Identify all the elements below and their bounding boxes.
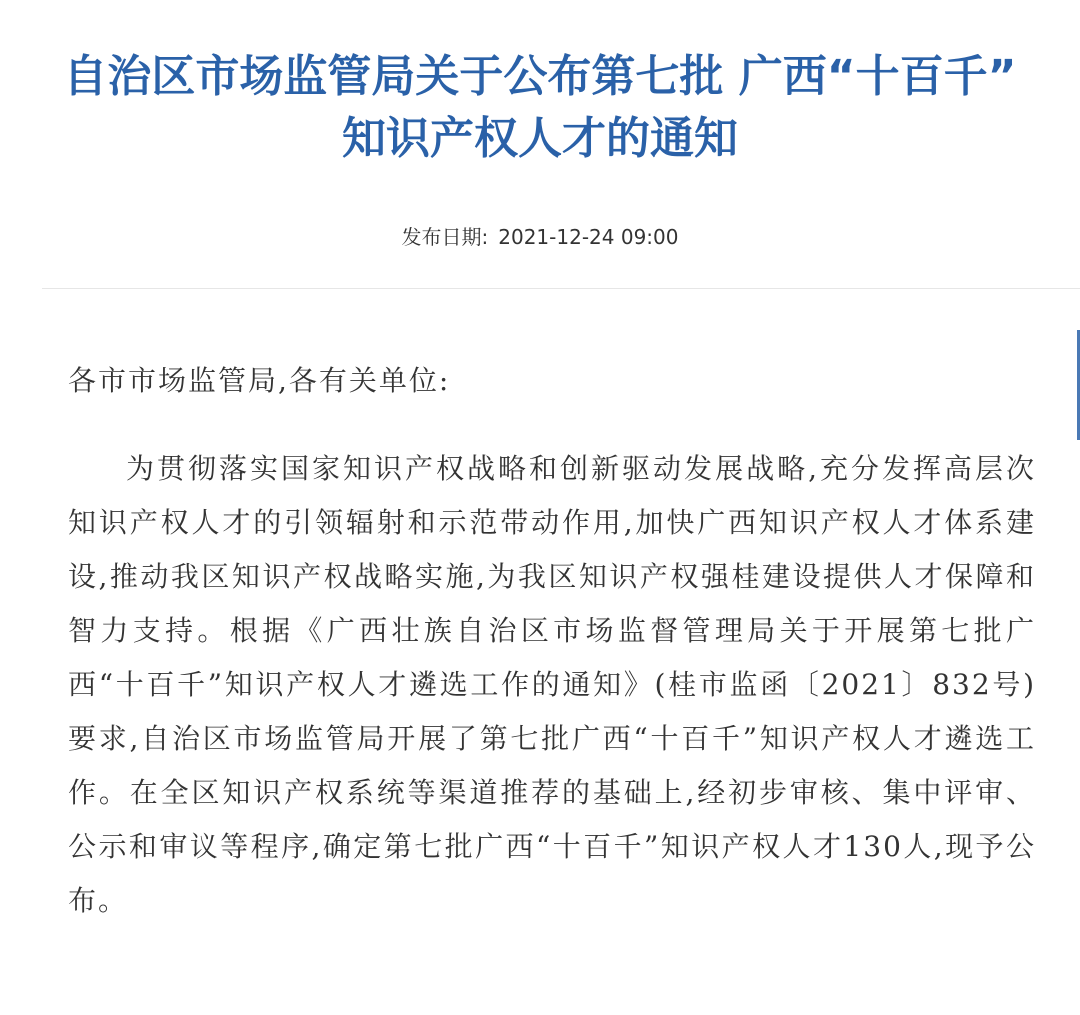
header-divider: [42, 288, 1080, 289]
salutation: 各市市场监管局,各有关单位:: [68, 364, 451, 397]
title-line-1: 自治区市场监管局关于公布第七批 广西“十百千”: [63, 51, 1017, 102]
paragraph-1: 为贯彻落实国家知识产权战略和创新驱动发展战略,充分发挥高层次知识产权人才的引领辐射和示范带动作用,加快广西知识产权人才体系建设,推动我区知识产权战略实施,为我区知识产权强桂建设提供人才保障和智力支持。根据《广西壮族自治区市场监督管理局关于开展第七批广西“十百千”知识产权人才遴选工作的通知》(桂市监函〔2021〕832号)要求,自治区市场监管局开展了第七批广西“十百千”知识产权人才遴选工作。在全区知识产权系统等渠道推荐的基础上,经初步审核、集中评审、公示和审议等程序,确定第七批广西“十百千”知识产权人才130人,现予公布。: [68, 452, 1036, 917]
publish-meta: [0, 222, 1080, 252]
publish-date-label: 发布日期:: [401, 225, 489, 249]
title-line-2: 知识产权人才的通知: [342, 113, 738, 164]
article-body: [68, 354, 1036, 928]
publish-date-value: 2021-12-24 09:00: [498, 225, 679, 249]
article-title: [40, 46, 1040, 170]
